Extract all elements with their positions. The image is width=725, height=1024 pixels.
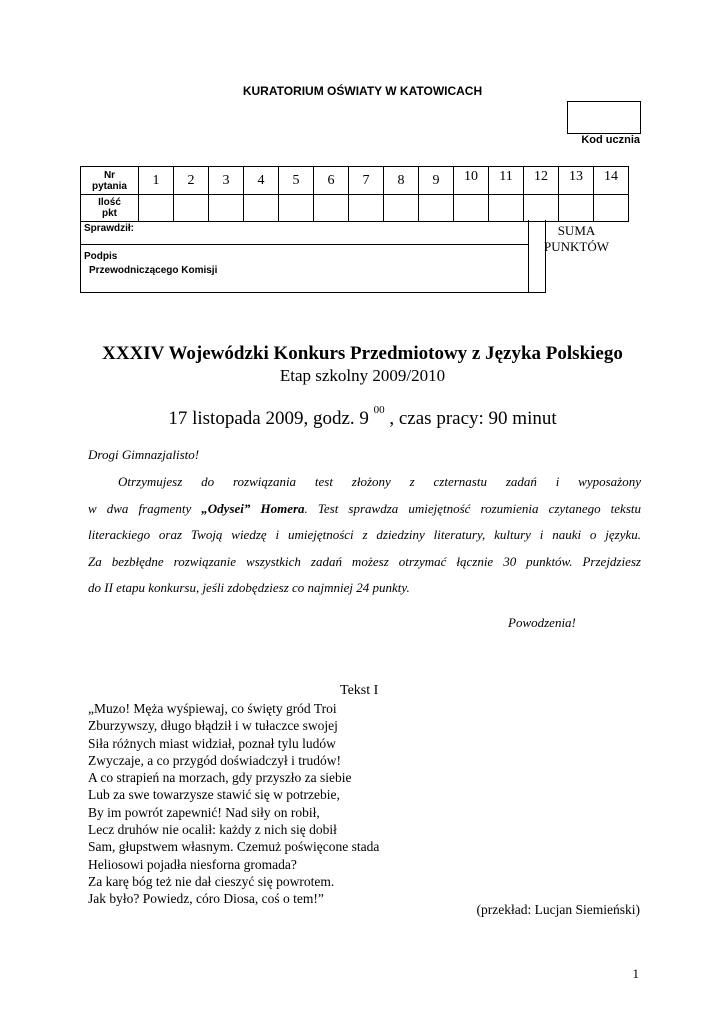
points-cell[interactable] (384, 195, 419, 222)
points-label-line1: Ilość (98, 197, 121, 208)
poem-line: Lub za swe towarzysze stawić się w potrzebie, (88, 787, 340, 803)
date-prefix: 17 listopada 2009, godz. 9 (168, 408, 374, 429)
divider (81, 244, 528, 245)
points-cell[interactable] (209, 195, 244, 222)
sum-label-line1: SUMA (557, 223, 596, 238)
odyssey-title: „Odysei” Homera (201, 500, 305, 516)
poem-line: Zburzywszy, długo błądził i w tułaczce swojej (88, 718, 338, 734)
question-number-cell: 14 (594, 167, 629, 195)
question-number-cell: 13 (559, 167, 594, 195)
intro-text: w dwa fragmenty (88, 500, 202, 516)
student-code-label: Kod ucznia (581, 134, 640, 146)
points-cell[interactable] (559, 195, 594, 222)
points-cell[interactable] (419, 195, 454, 222)
date-suffix: , czas pracy: 90 minut (384, 408, 557, 429)
poem-line: Siła różnych miast widział, poznał tylu ludów (88, 735, 336, 751)
contest-title: XXXIV Wojewódzki Konkurs Przedmiotowy z Języka Polskiego (102, 343, 623, 364)
signature-label-line2: Przewodniczącego Komisji (89, 265, 218, 276)
poem-line: Lecz druhów nie ocalił: każdy z nich się dobił (88, 822, 337, 838)
page-number: 1 (632, 966, 639, 981)
question-number-cell: 6 (314, 167, 349, 195)
points-label (81, 195, 139, 222)
points-cell[interactable] (524, 195, 559, 222)
poem-line: By im powrót zapewnić! Nad siły on robił, (88, 804, 320, 820)
intro-paragraph (88, 469, 641, 602)
poem-line: A co strapień na morzach, gdy przyszło za siebie (88, 770, 352, 786)
contest-stage: Etap szkolny 2009/2010 (279, 366, 446, 385)
question-numbers-row (81, 167, 629, 195)
greeting: Drogi Gimnazjalisto! (88, 447, 200, 462)
poem-line: Jak było? Powiedz, córo Diosa, coś o tem!” (88, 891, 324, 907)
question-number-cell: 5 (279, 167, 314, 195)
points-cell[interactable] (489, 195, 524, 222)
poem-line: Heliosowi pojadła niesforna gromada? (88, 856, 297, 872)
points-cell[interactable] (174, 195, 209, 222)
poem-line: Sam, głupstwem własnym. Czemuż poświęcone stada (88, 839, 380, 855)
points-cell[interactable] (139, 195, 174, 222)
poem-line: Zwyczaje, a co przygód doświadczył i trudów! (88, 752, 342, 768)
intro-line (88, 496, 641, 523)
closing: Powodzenia! (508, 615, 576, 630)
points-row (81, 195, 629, 222)
intro-text: . Test sprawdza umiejętność rozumienia czytanego tekstu (304, 500, 641, 516)
question-number-cell: 3 (209, 167, 244, 195)
question-number-cell: 12 (524, 167, 559, 195)
intro-line: Otrzymujesz do rozwiązania test złożony z czternastu zadań i wyposażony (118, 474, 641, 489)
question-number-cell: 4 (244, 167, 279, 195)
text-heading: Tekst I (340, 683, 379, 698)
intro-line: do II etapu konkursu, jeśli zdobędziesz co najmniej 24 punkty. (88, 580, 410, 595)
question-number-cell: 11 (489, 167, 524, 195)
points-cell[interactable] (594, 195, 629, 222)
intro-line: literackiego oraz Twoją wiedzę i umiejętności z dziedziny literatury, kultury i nauki o języku. (88, 527, 641, 542)
poem-line: „Muzo! Męża wyśpiewaj, co święty gród Troi (88, 701, 337, 716)
student-code-box[interactable] (567, 101, 641, 134)
translation-credit: (przekład: Lucjan Siemieński) (476, 902, 640, 917)
poem (88, 700, 379, 908)
poem-line: Za karę bóg też nie dał cieszyć się powrotem. (88, 873, 335, 889)
points-cell[interactable] (244, 195, 279, 222)
question-number-cell: 10 (454, 167, 489, 195)
sum-label (529, 223, 624, 255)
contest-date (0, 404, 725, 430)
intro-line: Za bezbłędne rozwiązanie wszystkich zadań możesz otrzymać łącznie 30 punktów. Przejdziesz (88, 553, 641, 569)
signature-label (84, 250, 217, 278)
points-cell[interactable] (314, 195, 349, 222)
grading-box (80, 220, 609, 293)
date-hour-sup: 00 (373, 404, 385, 416)
institution-header: KURATORIUM OŚWIATY W KATOWICACH (242, 84, 483, 98)
question-number-cell: 2 (174, 167, 209, 195)
checked-by-label: Sprawdził: (84, 223, 135, 234)
question-number-cell: 7 (349, 167, 384, 195)
points-label-line2: pkt (102, 208, 117, 219)
question-number-cell: 8 (384, 167, 419, 195)
signature-label-line1: Podpis (84, 251, 118, 262)
question-label-line1: Nr (103, 169, 116, 181)
points-cell[interactable] (349, 195, 384, 222)
points-cell[interactable] (454, 195, 489, 222)
points-cell[interactable] (279, 195, 314, 222)
question-number-cell: 1 (139, 167, 174, 195)
score-table (80, 166, 629, 222)
question-number-label (81, 167, 139, 195)
question-label-line2: pytania (91, 180, 127, 192)
sum-label-line2: PUNKTÓW (544, 239, 609, 254)
question-number-cell: 9 (419, 167, 454, 195)
